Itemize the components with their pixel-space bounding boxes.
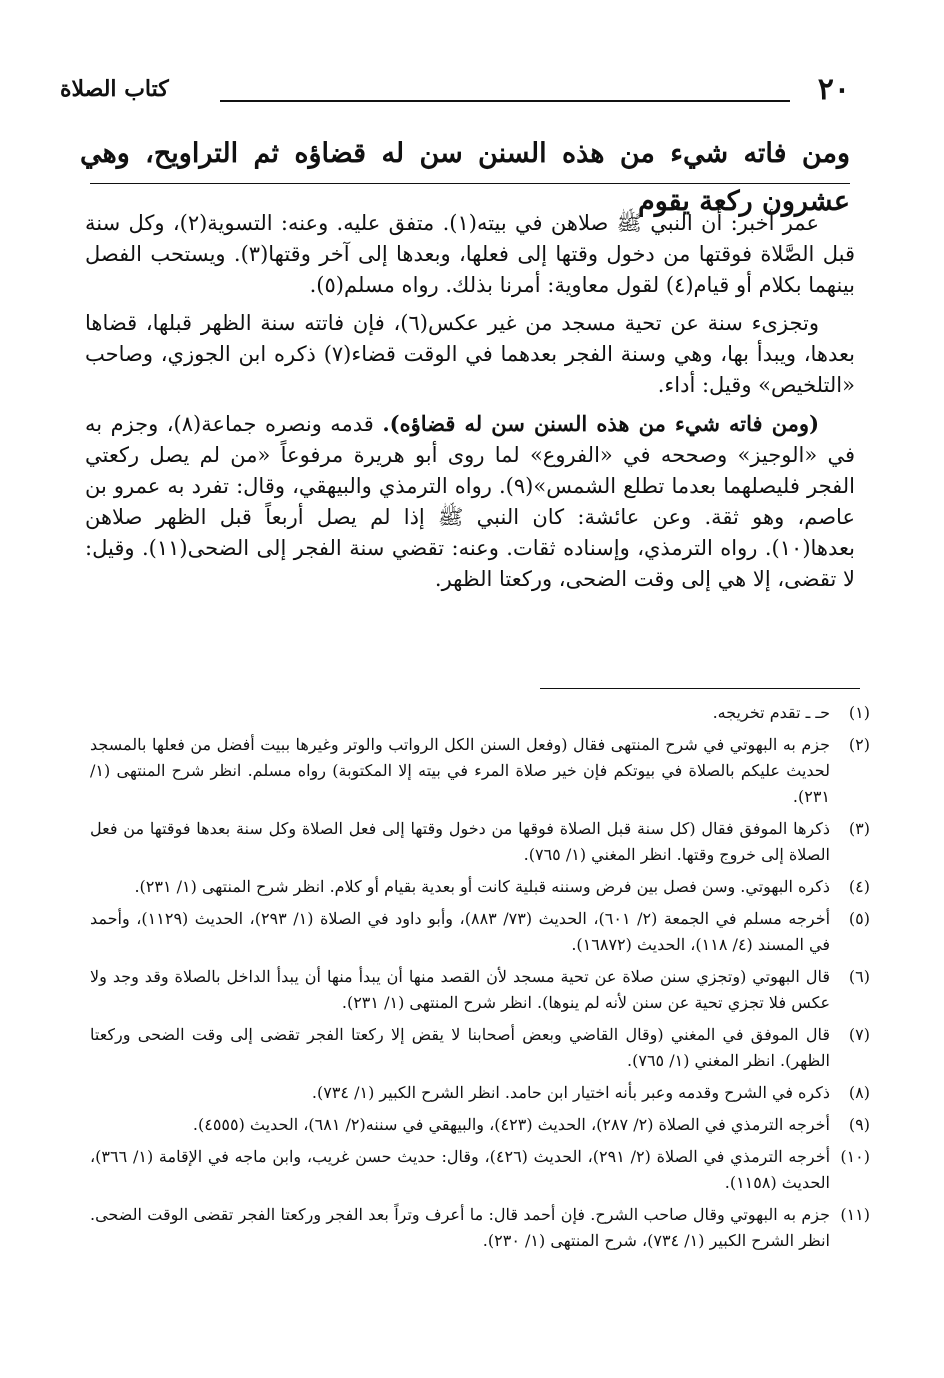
footnote-text: جزم به البهوتي وقال صاحب الشرح. فإن أحمد قال: ما أعرف وتراً بعد الفجر وركعتا الفجر تقضى الوقت الضحى. انظر الشرح الكبير (١/ ٧٣٤)، شرح المنتهى (١/ ٢٣٠). <box>90 1205 830 1250</box>
paragraph-text: قدمه ونصره جماعة(٨)، وجزم به في «الوجيز» وصححه في «الفروع» لما روى أبو هريرة مرفوعاً «من لم يصل ركعتي الفجر فليصلهما بعدما تطلع الشمس»(٩). رواه الترمذي والبيهقي، وقال: تفرد به عمرو بن عاصم، وهو ثقة. وعن عائشة: كان النبي ﷺ إذا لم يصل أربعاً قبل الظهر صلاهن بعدها(١٠). رواه الترمذي، وإسناده ثقات. وعنه: تقضي سنة الفجر إلى الضحى(١١). وقيل: لا تقضى، إلا هي إلى وقت الضحى، وركعتا الظهر. <box>85 412 855 591</box>
footnote-text: جزم به البهوتي في شرح المنتهى فقال (وفعل السنن الكل الرواتب والوتر وغيرها ببيت أفضل من فعلها بالمسجد لحديث عليكم بالصلاة في بيوتكم فإن خير صلاة المرء في بيته إلا المكتوبة) رواه مسلم. انظر شرح المنتهى (١/ ٢٣١). <box>90 735 830 806</box>
footnote-text: قال الموفق في المغني (وقال القاضي وبعض أصحابنا لا يقض إلا ركعتا الفجر تقضى إلى وقت الضحى وركعتا الظهر). انظر المغني (١/ ٧٦٥). <box>90 1025 831 1070</box>
footnote-number: (١٠) <box>840 1147 870 1166</box>
footnote-divider <box>540 688 860 689</box>
footnote <box>90 1080 870 1106</box>
matn-text: ومن فاته شيء من هذه السنن سن له قضاؤه ثم التراويح، وهي عشرون ركعة يقوم <box>80 138 850 217</box>
footnote-number: (١١) <box>840 1205 870 1224</box>
footnote <box>90 1112 870 1138</box>
footnote-number: (٦) <box>848 967 870 986</box>
footnote-number: (٩) <box>848 1115 870 1134</box>
footnote-text: أخرجه الترمذي في الصلاة (٢/ ٢٨٧)، الحديث (٤٢٣)، والبيهقي في سننه(٢/ ٦٨١)، الحديث (٤٥٥٥). <box>192 1115 830 1134</box>
footnote <box>90 1202 870 1254</box>
matn-divider <box>90 183 850 184</box>
page-header <box>60 70 850 110</box>
footnote-number: (٤) <box>848 877 870 896</box>
footnote <box>90 964 870 1016</box>
footnote-text: قال البهوتي (وتجزي سنن صلاة عن تحية مسجد لأن القصد منها أن يبدأ منها أن يبدأ الداخل بالصلاة وقد وجد ولا عكس فلا تجزي تحية عن سنن لأنه لم ينوها). انظر شرح المنتهى (١/ ٢٣١). <box>90 967 830 1012</box>
footnote <box>90 1022 870 1074</box>
footnote-number: (٣) <box>848 819 870 838</box>
footnote-text: حـ ـ تقدم تخريجه. <box>712 703 830 722</box>
footnote-number: (٧) <box>848 1025 870 1044</box>
header-rule <box>220 100 790 102</box>
commentary-body <box>85 208 855 602</box>
footnote-text: ذكره البهوتي. وسن فصل بين فرض وسننه قبلية كانت أو بعدية بقيام أو كلام. انظر شرح المنتهى (١/ ٢٣١). <box>134 877 830 896</box>
footnote-text: ذكرها الموفق فقال (كل سنة قبل الصلاة فوقها من دخول وقتها إلى فعل الصلاة وكل سنة بعدها فوقتها من فعل الصلاة إلى خروج وقتها. انظر المغني (١/ ٧٦٥). <box>90 819 831 864</box>
footnote <box>90 732 870 810</box>
footnote-text: أخرجه الترمذي في الصلاة (٢/ ٢٩١)، الحديث (٤٢٦)، وقال: حديث حسن غريب، وابن ماجه في الإقامة (١/ ٣٦٦)، الحديث (١١٥٨). <box>90 1147 831 1192</box>
page-number: ٢٠ <box>817 72 850 107</box>
footnote <box>90 816 870 868</box>
footnote-text: أخرجه مسلم في الجمعة (٢/ ٦٠١)، الحديث (٧٣/ ٨٨٣)، وأبو داود في الصلاة (١/ ٢٩٣)، الحديث (١١٢٩)، وأحمد في المسند (٤/ ١١٨)، الحديث (١٦٨٧٢). <box>90 909 831 954</box>
footnote <box>90 700 870 726</box>
footnote <box>90 874 870 900</box>
paragraph: وتجزىء سنة عن تحية مسجد من غير عكس(٦)، فإن فاتته سنة الظهر قبلها، قضاها بعدها، ويبدأ بها، وهي وسنة الفجر بعدهما في الوقت قضاء(٧) ذكره ابن الجوزي، وصاحب «التلخيص» وقيل: أداء. <box>85 311 855 397</box>
footnote-number: (٨) <box>848 1083 870 1102</box>
footnote-number: (١) <box>848 703 870 722</box>
book-title: كتاب الصلاة <box>60 76 169 102</box>
footnote <box>90 906 870 958</box>
footnote-text: ذكره في الشرح وقدمه وعبر بأنه اختيار ابن حامد. انظر الشرح الكبير (١/ ٧٣٤). <box>311 1083 830 1102</box>
quoted-matn: (ومن فاته شيء من هذه السنن سن له قضاؤه). <box>382 411 820 436</box>
paragraph: عمر أخبر: أن النبي ﷺ صلاهن في بيته(١). متفق عليه. وعنه: التسوية(٢)، وكل سنة قبل الصَّلاة فوقتها من دخول وقتها إلى فعلها، وبعدها إلى آخر وقتها(٣). ويستحب الفصل بينهما بكلام أو قيام(٤) لقول معاوية: أمرنا بذلك. رواه مسلم(٥). <box>85 211 855 297</box>
footnote <box>90 1144 870 1196</box>
footnotes <box>90 700 870 1260</box>
footnote-number: (٥) <box>848 909 870 928</box>
paragraph <box>85 408 855 595</box>
footnote-number: (٢) <box>848 735 870 754</box>
